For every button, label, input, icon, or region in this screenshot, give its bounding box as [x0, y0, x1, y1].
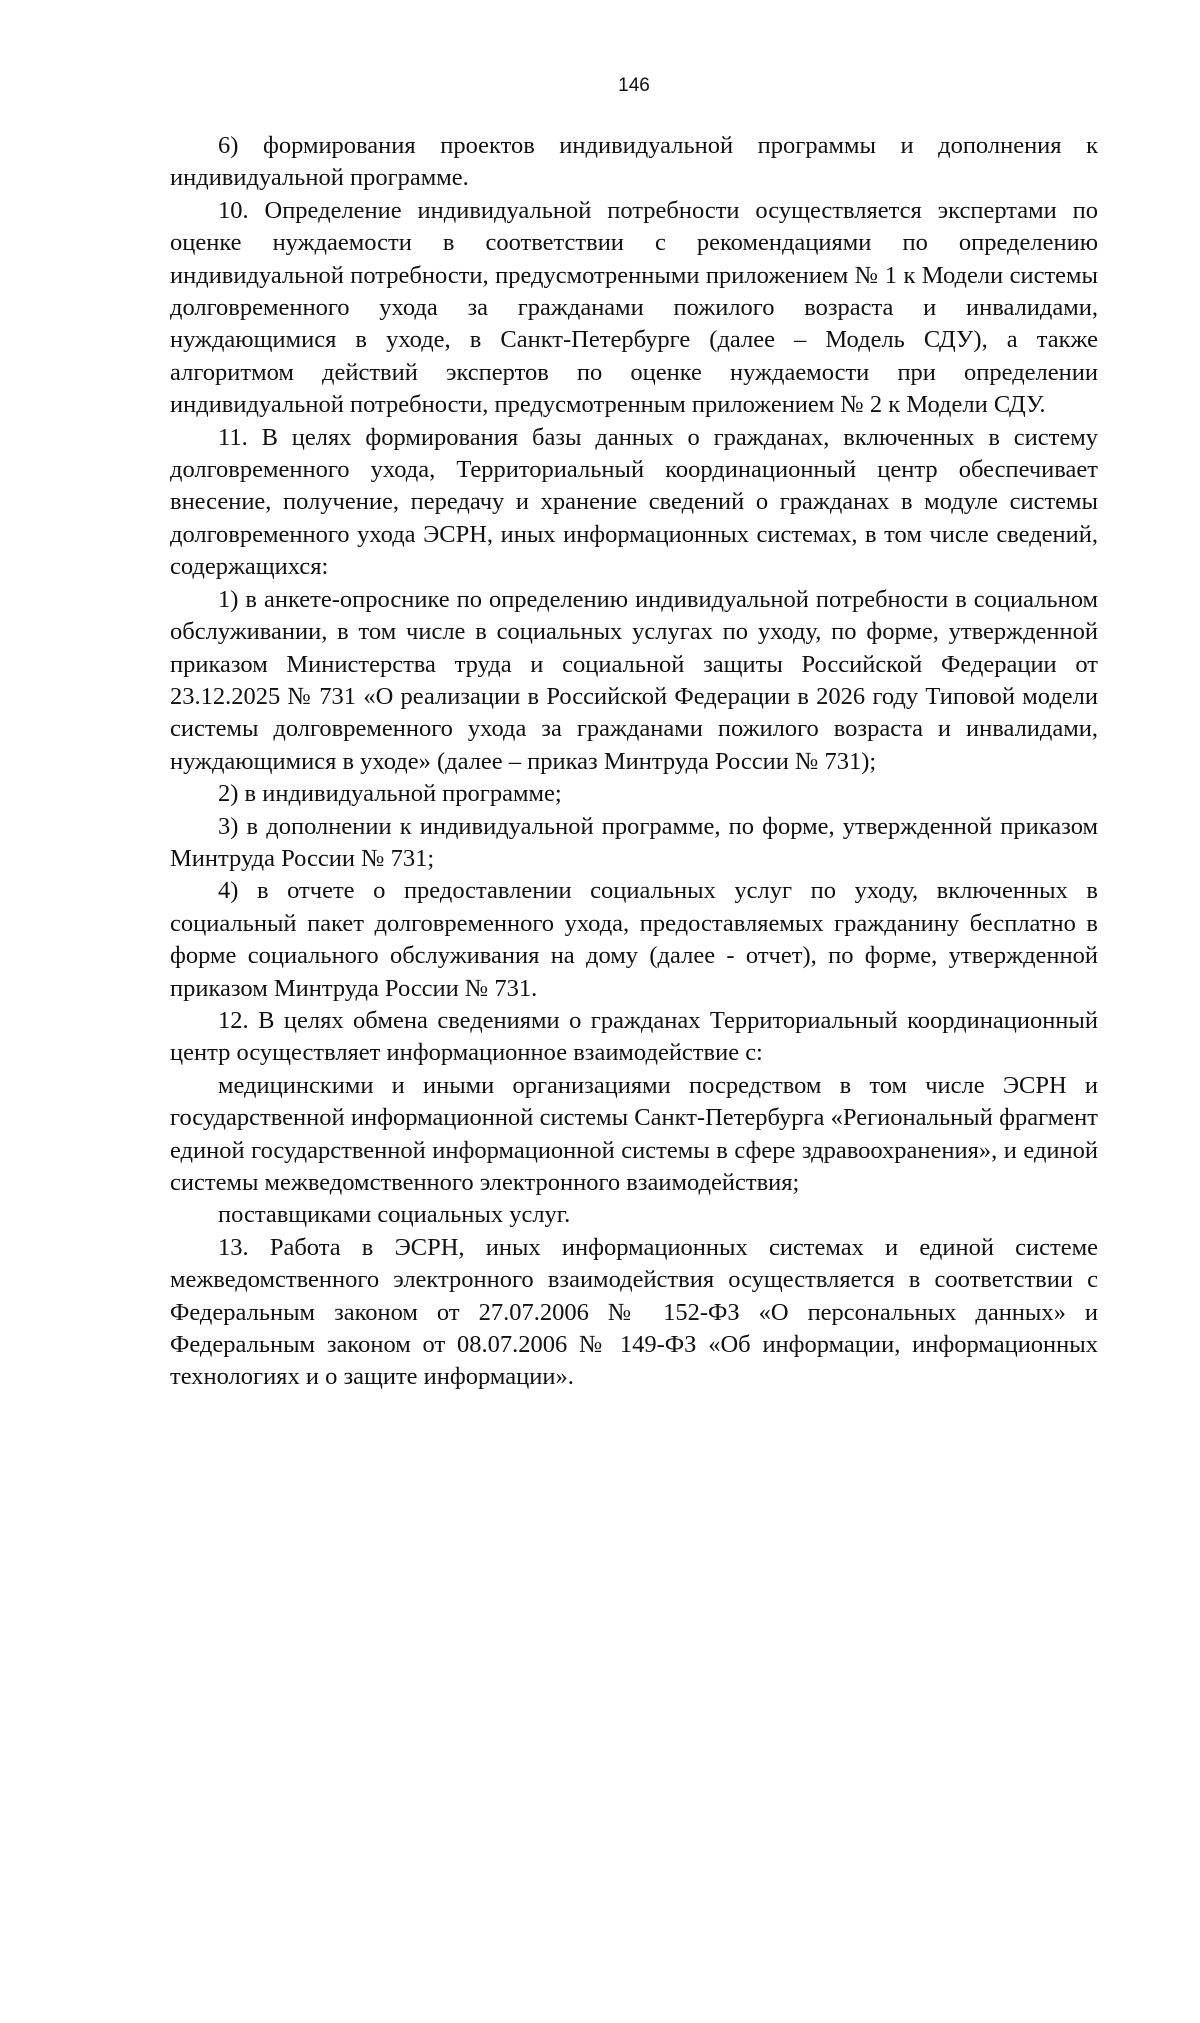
paragraph-12-service-providers: поставщиками социальных услуг. [218, 1201, 571, 1229]
paragraph-11-item-3: 3) в дополнении к индивидуальной программе, по форме, утвержденной приказом Минтруда России № 731; [170, 812, 1098, 872]
paragraph-12-medical-organizations: медицинскими и иными организациями посредством в том числе ЭСРН и государственной информационной системы Санкт-Петербурга «Региональный фрагмент единой государственной информационной системы в сфере здравоохранения», и единой системы межведомственного электронного взаимодействия; [170, 1071, 1098, 1196]
paragraph-12: 12. В целях обмена сведениями о гражданах Территориальный координационный центр осуществляет информационное взаимодействие с: [170, 1006, 1098, 1067]
paragraph-11-item-4: 4) в отчете о предоставлении социальных услуг по уходу, включенных в социальный пакет долговременного ухода, предоставляемых гражданину бесплатно в форме социального обслуживания на дому (далее - отчет), по форме, утвержденной приказом Минтруда России № 731. [170, 877, 1098, 1002]
paragraph-11-item-2: 2) в индивидуальной программе; [218, 780, 562, 808]
paragraph-11: 11. В целях формирования базы данных о гражданах, включенных в систему долговременного ухода, Территориальный координационный центр обеспечивает внесение, получение, передачу и хранение сведений о гражданах в модуле системы долговременного ухода ЭСРН, иных информационных системах, в том числе сведений, содержащихся: [170, 423, 1098, 581]
paragraph-11-item-1: 1) в анкете-опроснике по определению индивидуальной потребности в социальном обслуживании, в том числе в социальных услугах по уходу, по форме, утвержденной приказом Министерства труда и социальной защиты Российской Федерации от 23.12.2025 № 731 «О реализации в Российской Федерации в 2026 году Типовой модели системы долговременного ухода за гражданами пожилого возраста и инвалидами, нуждающимися в уходе» (далее – приказ Минтруда России № 731); [170, 585, 1098, 775]
page-number: 146 [618, 75, 650, 96]
paragraph-10: 10. Определение индивидуальной потребности осуществляется экспертами по оценке нуждаемости в соответствии с рекомендациями по определению индивидуальной потребности, предусмотренными приложением № 1 к Модели системы долговременного ухода за гражданами пожилого возраста и инвалидами, нуждающимися в уходе, в Санкт-Петербурге (далее – Модель СДУ), а также алгоритмом действий экспертов по оценке нуждаемости при определении индивидуальной потребности, предусмотренным приложением № 2 к Модели СДУ. [170, 196, 1098, 419]
paragraph-13: 13. Работа в ЭСРН, иных информационных системах и единой системе межведомственного электронного взаимодействия осуществляется в соответствии с Федеральным законом от 27.07.2006 № 152-ФЗ «О персональных данных» и Федеральным законом от 08.07.2006 № 149-ФЗ «Об информации, информационных технологиях и о защите информации». [170, 1233, 1098, 1391]
paragraph-item-6: 6) формирования проектов индивидуальной программы и дополнения к индивидуальной программе. [170, 132, 1098, 192]
document-body [170, 130, 1098, 1394]
